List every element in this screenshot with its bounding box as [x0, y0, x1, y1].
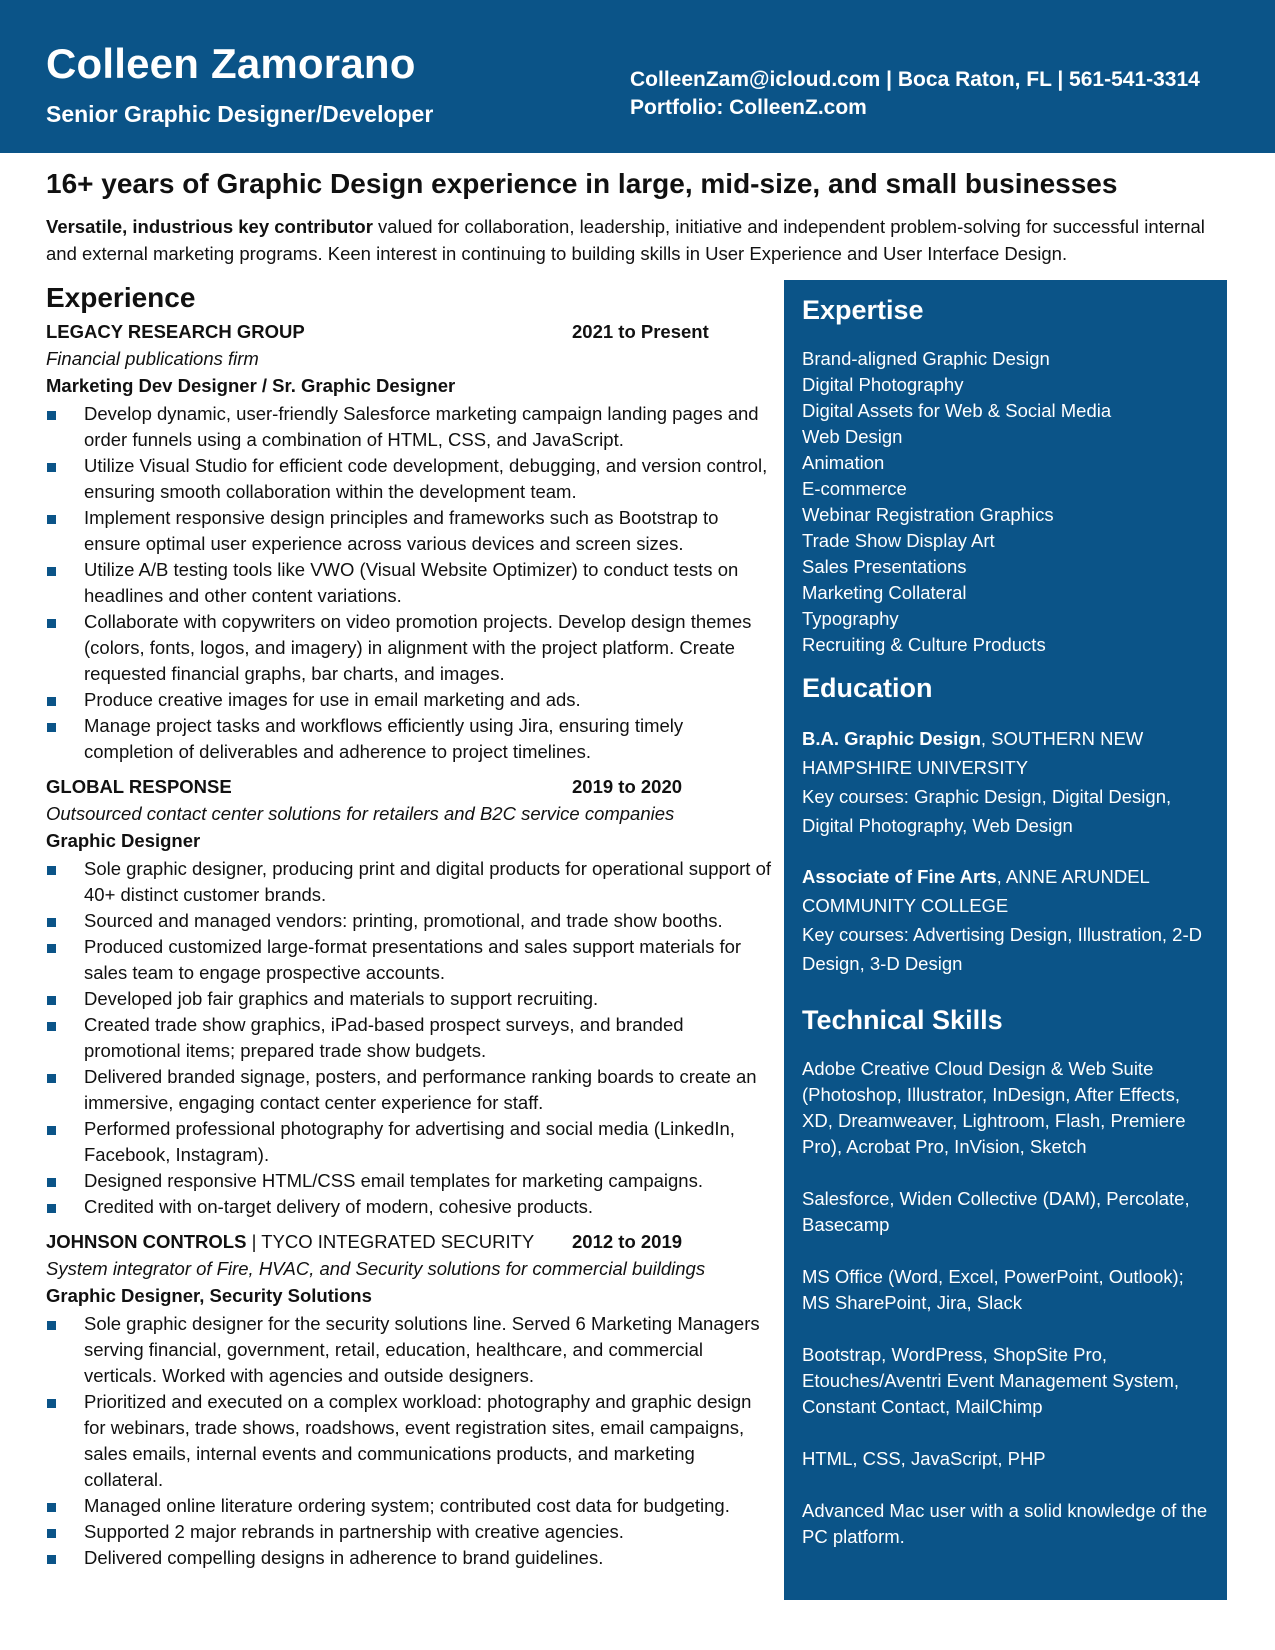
expertise-item: Recruiting & Culture Products [802, 634, 1046, 655]
bullet-text: Created trade show graphics, iPad-based prospect surveys, and branded promotional items; prepared trade show budgets. [84, 1014, 684, 1061]
expertise-title: Expertise [802, 295, 924, 325]
key-courses: Key courses: Advertising Design, Illustration, 2-D Design, 3-D Design [802, 924, 1202, 974]
bullet-square-icon [47, 918, 56, 927]
bullet-item [46, 1519, 776, 1545]
bullet-item [46, 687, 776, 713]
bullet-item [46, 1493, 776, 1519]
bullet-text: Utilize Visual Studio for efficient code development, debugging, and version control, ensuring smooth collaboration within the development team. [84, 455, 768, 502]
education-title: Education [802, 673, 933, 703]
bullet-text: Implement responsive design principles and frameworks such as Bootstrap to ensure optimal user experience across various devices and screen sizes. [84, 507, 719, 554]
contact-block [630, 66, 1200, 122]
company-description: Financial publications firm [46, 348, 259, 369]
bullet-item [46, 908, 776, 934]
expertise-item: Sales Presentations [802, 556, 967, 577]
skill-item: MS Office (Word, Excel, PowerPoint, Outlook); MS SharePoint, Jira, Slack [802, 1266, 1184, 1313]
bullet-text: Designed responsive HTML/CSS email templates for marketing campaigns. [84, 1170, 703, 1191]
job-role: Graphic Designer [46, 830, 201, 851]
bullet-item [46, 1168, 776, 1194]
bullet-text: Sole graphic designer for the security solutions line. Served 6 Marketing Managers serving financial, government, retail, education, healthcare, and commercial verticals. Worked with agencies and outside designers. [84, 1313, 760, 1386]
summary-text: valued for collaboration, leadership, initiative and independent problem-solving for successful internal and external marketing programs. Keen interest in continuing to building skills in User Experience and User Interface Design. [46, 216, 1205, 264]
job-role: Graphic Designer, Security Solutions [46, 1285, 372, 1306]
bullet-text: Produced customized large-format presentations and sales support materials for sales team to engage prospective accounts. [84, 936, 742, 983]
company-name: GLOBAL RESPONSE [46, 776, 232, 797]
skills-title: Technical Skills [802, 1005, 1003, 1035]
bullet-item [46, 1311, 776, 1389]
bullet-item [46, 505, 776, 557]
bullet-square-icon [47, 1529, 56, 1538]
expertise-item: Animation [802, 452, 885, 473]
portfolio-line: Portfolio: ColleenZ.com [630, 96, 867, 119]
bullet-item [46, 713, 776, 765]
bullet-text: Developed job fair graphics and materials to support recruiting. [84, 988, 599, 1009]
bullet-text: Manage project tasks and workflows efficiently using Jira, ensuring timely completion of deliverables and adherence to project timelines. [84, 715, 684, 762]
bullet-square-icon [47, 1204, 56, 1213]
expertise-item: Webinar Registration Graphics [802, 504, 1054, 525]
expertise-item: Trade Show Display Art [802, 530, 995, 551]
bullet-square-icon [47, 463, 56, 472]
job-entry [46, 318, 776, 765]
experience-section [46, 280, 776, 1579]
job-list [46, 318, 776, 1571]
bullet-text: Prioritized and executed on a complex workload: photography and graphic design for webinars, trade shows, roadshows, event registration sites, email campaigns, sales emails, internal events and communications products, and marketing collateral. [84, 1391, 752, 1490]
bullet-square-icon [47, 567, 56, 576]
bullet-text: Collaborate with copywriters on video promotion projects. Develop design themes (colors, fonts, logos, and imagery) in alignment with the project platform. Create requested financial graphs, bar charts, and images. [84, 611, 752, 684]
bullet-square-icon [47, 1555, 56, 1564]
school-name: , SOUTHERN NEW HAMPSHIRE UNIVERSITY [802, 728, 1144, 778]
bullet-item [46, 986, 776, 1012]
expertise-item: Brand-aligned Graphic Design [802, 348, 1050, 369]
bullet-item [46, 1389, 776, 1493]
bullet-square-icon [47, 723, 56, 732]
bullet-square-icon [47, 1321, 56, 1330]
bullet-square-icon [47, 1074, 56, 1083]
key-courses: Key courses: Graphic Design, Digital Design, Digital Photography, Web Design [802, 786, 1172, 836]
education-entry [802, 724, 1209, 840]
contact-line: ColleenZam@icloud.com | Boca Raton, FL | 561-541-3314 [630, 68, 1200, 91]
bullet-text: Produce creative images for use in email marketing and ads. [84, 689, 581, 710]
bullet-text: Credited with on-target delivery of modern, cohesive products. [84, 1196, 594, 1217]
bullet-item [46, 401, 776, 453]
job-entry [46, 1228, 776, 1571]
bullet-square-icon [47, 1022, 56, 1031]
job-bullets [46, 856, 776, 1220]
bullet-item [46, 1194, 776, 1220]
skill-item: Bootstrap, WordPress, ShopSite Pro, Etouches/Aventri Event Management System, Constant Contact, MailChimp [802, 1344, 1180, 1417]
company-name: JOHNSON CONTROLS [46, 1231, 247, 1252]
bullet-square-icon [47, 515, 56, 524]
expertise-item: Marketing Collateral [802, 582, 967, 603]
expertise-item: Typography [802, 608, 899, 629]
summary [46, 213, 1236, 267]
bullet-square-icon [47, 944, 56, 953]
job-dates: 2012 to 2019 [572, 1231, 683, 1252]
resume-header [0, 0, 1275, 153]
bullet-text: Performed professional photography for advertising and social media (LinkedIn, Facebook, Instagram). [84, 1118, 735, 1165]
company-name: LEGACY RESEARCH GROUP [46, 321, 305, 342]
job-header [46, 318, 776, 345]
bullet-item [46, 1116, 776, 1168]
expertise-list [802, 346, 1209, 658]
company-description: Outsourced contact center solutions for retailers and B2C service companies [46, 803, 675, 824]
expertise-item: E-commerce [802, 478, 907, 499]
bullet-text: Delivered branded signage, posters, and performance ranking boards to create an immersive, engaging contact center experience for staff. [84, 1066, 757, 1113]
skill-item: HTML, CSS, JavaScript, PHP [802, 1448, 1046, 1469]
bullet-item [46, 934, 776, 986]
bullet-square-icon [47, 1126, 56, 1135]
education-degree-line [802, 724, 1209, 782]
bullet-item [46, 1545, 776, 1571]
bullet-item [46, 453, 776, 505]
experience-title: Experience [46, 282, 196, 313]
job-bullets [46, 401, 776, 765]
education-list [802, 724, 1209, 978]
bullet-text: Supported 2 major rebrands in partnership with creative agencies. [84, 1521, 624, 1542]
skill-item: Salesforce, Widen Collective (DAM), Percolate, Basecamp [802, 1188, 1190, 1235]
summary-bold: Versatile, industrious key contributor [46, 216, 373, 237]
job-dates: 2021 to Present [572, 321, 709, 342]
job-entry [46, 773, 776, 1220]
candidate-title: Senior Graphic Designer/Developer [46, 101, 434, 127]
expertise-item: Web Design [802, 426, 903, 447]
bullet-square-icon [47, 697, 56, 706]
job-bullets [46, 1311, 776, 1571]
bullet-square-icon [47, 1503, 56, 1512]
bullet-text: Utilize A/B testing tools like VWO (Visual Website Optimizer) to conduct tests on headlines and other content variations. [84, 559, 739, 606]
bullet-square-icon [47, 619, 56, 628]
company-description: System integrator of Fire, HVAC, and Security solutions for commercial buildings [46, 1258, 706, 1279]
bullet-square-icon [47, 996, 56, 1005]
expertise-item: Digital Photography [802, 374, 964, 395]
bullet-item [46, 557, 776, 609]
bullet-item [46, 1012, 776, 1064]
headline: 16+ years of Graphic Design experience in large, mid-size, and small businesses [46, 168, 1118, 199]
bullet-item [46, 609, 776, 687]
skills-list [802, 1056, 1209, 1550]
education-entry [802, 862, 1209, 978]
education-degree-line [802, 862, 1209, 920]
job-dates: 2019 to 2020 [572, 776, 683, 797]
degree-name: B.A. Graphic Design [802, 728, 981, 749]
bullet-item [46, 1064, 776, 1116]
job-role: Marketing Dev Designer / Sr. Graphic Designer [46, 375, 456, 396]
bullet-item [46, 856, 776, 908]
skill-item: Adobe Creative Cloud Design & Web Suite (Photoshop, Illustrator, InDesign, After Effects, XD, Dreamweaver, Lightroom, Flash, Premiere Pro), Acrobat Pro, InVision, Sketch [802, 1058, 1186, 1157]
bullet-text: Delivered compelling designs in adherence to brand guidelines. [84, 1547, 604, 1568]
bullet-square-icon [47, 411, 56, 420]
company-subtitle: | TYCO INTEGRATED SECURITY [246, 1231, 535, 1252]
job-header [46, 773, 776, 800]
bullet-text: Sourced and managed vendors: printing, promotional, and trade show booths. [84, 910, 723, 931]
degree-name: Associate of Fine Arts [802, 866, 997, 887]
bullet-square-icon [47, 1178, 56, 1187]
sidebar [784, 280, 1227, 1600]
candidate-name: Colleen Zamorano [46, 40, 416, 87]
bullet-square-icon [47, 1399, 56, 1408]
school-name: , ANNE ARUNDEL COMMUNITY COLLEGE [802, 866, 1150, 916]
bullet-text: Develop dynamic, user-friendly Salesforce marketing campaign landing pages and order funnels using a combination of HTML, CSS, and JavaScript. [84, 403, 759, 450]
job-header [46, 1228, 776, 1255]
bullet-square-icon [47, 866, 56, 875]
bullet-text: Managed online literature ordering system; contributed cost data for budgeting. [84, 1495, 730, 1516]
expertise-item: Digital Assets for Web & Social Media [802, 400, 1112, 421]
bullet-text: Sole graphic designer, producing print and digital products for operational support of 40+ distinct customer brands. [84, 858, 771, 905]
skill-item: Advanced Mac user with a solid knowledge of the PC platform. [802, 1500, 1208, 1547]
